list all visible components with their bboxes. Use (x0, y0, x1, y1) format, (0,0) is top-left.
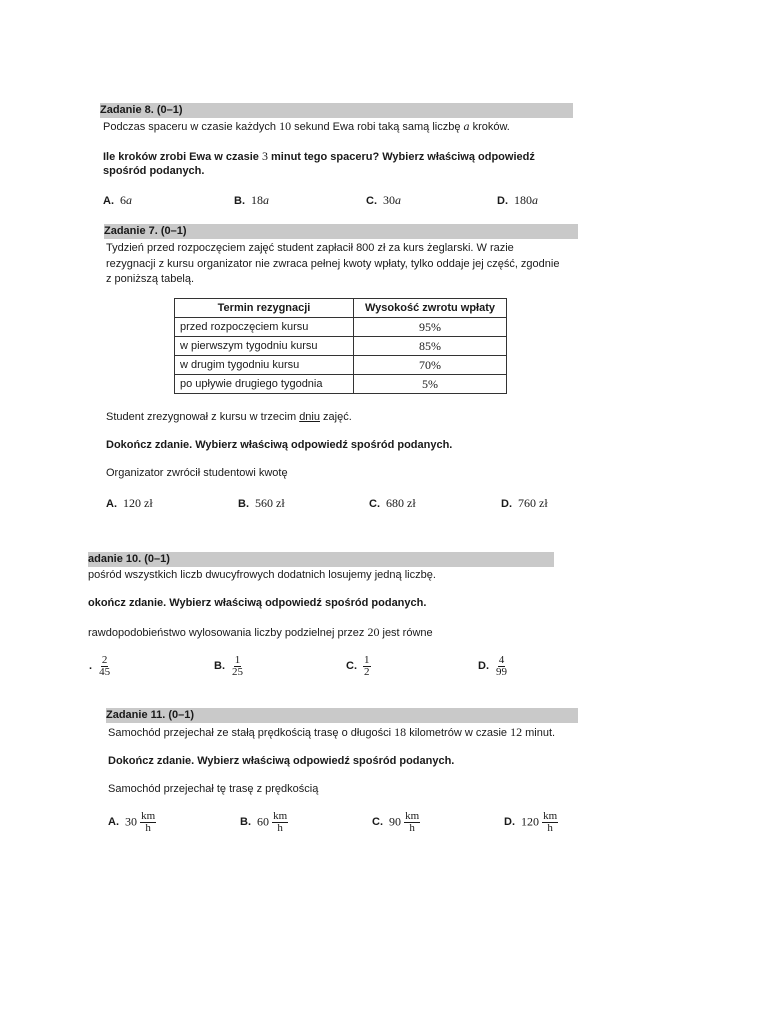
unit-denominator: h (547, 822, 553, 834)
fraction-numerator: 1 (234, 654, 241, 666)
task8-intro-pre: Podczas spaceru w czasie każdych (103, 121, 280, 133)
answer-letter: D. (501, 498, 512, 510)
answer-fraction (495, 655, 508, 678)
answer-var: a (263, 193, 269, 207)
task8-question-post: minut tego spaceru? Wybierz właściwą odpowiedź (267, 151, 535, 163)
unit-denominator: h (409, 822, 415, 834)
fraction-numerator: 2 (101, 654, 108, 666)
table-cell-refund: 95% (354, 318, 507, 337)
answer-letter: D. (504, 816, 515, 829)
answer-letter: A. (106, 498, 117, 510)
answer-coef: 30 (383, 193, 395, 207)
task8-question (103, 149, 535, 165)
table-cell-refund: 70% (354, 356, 507, 375)
unit-numerator: km (543, 810, 558, 822)
task7-statement (106, 410, 352, 425)
answer-letter: C. (346, 660, 357, 673)
task10-answer-a[interactable] (89, 655, 111, 678)
task8-header (100, 103, 573, 118)
task8-answer-d[interactable] (497, 192, 538, 209)
table-header-row (175, 299, 507, 318)
task7-answer-c[interactable] (369, 495, 416, 512)
answer-unit-fraction (542, 811, 558, 834)
task11-intro (108, 725, 555, 741)
task11-instruction: Dokończ zdanie. Wybierz właściwą odpowiedź spośród podanych. (108, 755, 455, 767)
answer-letter: B. (240, 816, 251, 829)
fraction-numerator: 4 (498, 654, 505, 666)
task8-question-pre: Ile kroków zrobi Ewa w czasie (103, 151, 262, 163)
table-row (175, 318, 507, 337)
task8-question-line2: spośród podanych. (103, 165, 205, 177)
table-header-term: Termin rezygnacji (175, 299, 354, 318)
fraction-denominator: 99 (496, 666, 507, 678)
fraction-numerator: 1 (364, 654, 370, 666)
answer-value: 30 (125, 814, 137, 829)
answer-coef: 6 (120, 193, 126, 207)
task11-answer-a[interactable] (108, 811, 156, 834)
answer-fraction (231, 655, 244, 678)
answer-var: a (532, 193, 538, 207)
task7-header (104, 224, 578, 239)
table-cell-term: w pierwszym tygodniu kursu (175, 337, 354, 356)
task11-header-text: Zadanie 11. (0–1) (106, 709, 195, 721)
task11-answer-d[interactable] (504, 811, 558, 834)
answer-unit-fraction (140, 811, 156, 834)
task11-intro-mid: kilometrów w czasie (406, 727, 511, 739)
answer-value: 120 (521, 814, 539, 829)
unit-numerator: km (273, 810, 288, 822)
task7-intro-line3: z poniższą tabelą. (106, 273, 195, 285)
table-cell-refund: 5% (354, 375, 507, 394)
answer-letter: D. (497, 195, 508, 207)
answer-value: 90 (389, 814, 401, 829)
task11-intro-time: 12 (510, 725, 523, 739)
answer-letter: C. (366, 195, 377, 207)
task7-intro-line1: Tydzień przed rozpoczęciem zajęć student zapłacił 800 zł za kurs żeglarski. W razie (106, 242, 514, 254)
task7-instruction: Dokończ zdanie. Wybierz właściwą odpowiedź spośród podanych. (106, 439, 453, 451)
task10-intro: pośród wszystkich liczb dwucyfrowych dodatnich losujemy jedną liczbę. (88, 569, 436, 581)
table-cell-refund: 85% (354, 337, 507, 356)
task8-header-text: Zadanie 8. (0–1) (100, 104, 183, 116)
task8-intro-mid: sekund Ewa robi taką samą liczbę (291, 121, 464, 133)
task10-sentence-post: jest równe (379, 627, 433, 639)
task10-sentence-num: 20 (367, 625, 380, 639)
task7-statement-pre: Student zrezygnował z kursu w trzecim (106, 411, 300, 423)
answer-letter: B. (234, 195, 245, 207)
task7-intro-line2: rezygnacji z kursu organizator nie zwraca pełnej kwoty wpłaty, tylko oddaje jej część, zgodnie (106, 258, 560, 270)
answer-letter: A. (108, 816, 119, 829)
answer-var: a (126, 193, 132, 207)
task7-statement-post: zajęć. (319, 411, 352, 423)
task11-answer-b[interactable] (240, 811, 288, 834)
table-row (175, 375, 507, 394)
unit-numerator: km (141, 810, 156, 822)
answer-value: 760 zł (518, 496, 548, 510)
unit-denominator: h (145, 822, 151, 834)
fraction-denominator: 45 (99, 666, 111, 678)
task11-intro-post: minut. (522, 727, 556, 739)
task10-answer-d[interactable] (478, 655, 508, 678)
unit-numerator: km (405, 810, 420, 822)
answer-unit-fraction (404, 811, 420, 834)
answer-unit-fraction (272, 811, 288, 834)
table-header-refund: Wysokość zwrotu wpłaty (354, 299, 507, 318)
table-cell-term: w drugim tygodniu kursu (175, 356, 354, 375)
task11-header (106, 708, 578, 723)
answer-fraction (98, 655, 111, 678)
refund-table (174, 298, 507, 394)
task8-answer-a[interactable] (103, 192, 132, 209)
answer-letter: B. (214, 660, 225, 673)
task7-header-text: Zadanie 7. (0–1) (104, 225, 187, 237)
task7-answer-d[interactable] (501, 495, 548, 512)
task8-intro-num: 10 (279, 119, 292, 133)
answer-value: 560 zł (255, 496, 285, 510)
task8-intro (103, 119, 510, 135)
answer-letter: A. (103, 195, 114, 207)
task11-answer-c[interactable] (372, 811, 420, 834)
answer-fraction (363, 655, 371, 678)
answer-letter: B. (238, 498, 249, 510)
answer-value: 680 zł (386, 496, 416, 510)
answer-value: 60 (257, 814, 269, 829)
task10-answer-c[interactable] (346, 655, 371, 678)
task8-intro-var: a (463, 119, 470, 133)
task7-answer-a[interactable] (106, 495, 153, 512)
task8-question-num: 3 (261, 149, 268, 163)
answer-value: 120 zł (123, 496, 153, 510)
task10-sentence (88, 625, 433, 641)
task10-sentence-pre: rawdopodobieństwo wylosowania liczby podzielnej przez (88, 627, 368, 639)
task8-intro-post: kroków. (469, 121, 510, 133)
answer-coef: 180 (514, 193, 532, 207)
fraction-denominator: 2 (364, 666, 370, 678)
task8-answer-b[interactable] (234, 192, 269, 209)
task10-header (88, 552, 554, 567)
answer-letter: C. (369, 498, 380, 510)
task10-header-text: adanie 10. (0–1) (88, 553, 170, 565)
task11-intro-distance: 18 (394, 725, 407, 739)
task10-answer-b[interactable] (214, 655, 244, 678)
task7-sentence: Organizator zwrócił studentowi kwotę (106, 467, 288, 479)
answer-letter: D. (478, 660, 489, 673)
unit-denominator: h (277, 822, 283, 834)
answer-var: a (395, 193, 401, 207)
task11-intro-pre: Samochód przejechał ze stałą prędkością trasę o długości (108, 727, 395, 739)
table-row (175, 337, 507, 356)
task11-sentence: Samochód przejechał tę trasę z prędkością (108, 783, 319, 795)
task7-statement-underlined: dniu (299, 411, 320, 423)
answer-letter: C. (372, 816, 383, 829)
table-cell-term: przed rozpoczęciem kursu (175, 318, 354, 337)
task7-answer-b[interactable] (238, 495, 285, 512)
table-cell-term: po upływie drugiego tygodnia (175, 375, 354, 394)
fraction-denominator: 25 (232, 666, 243, 678)
task10-instruction: okończ zdanie. Wybierz właściwą odpowiedź spośród podanych. (88, 597, 427, 609)
answer-letter: . (89, 660, 93, 673)
answer-coef: 18 (251, 193, 263, 207)
table-row (175, 356, 507, 375)
task8-answer-c[interactable] (366, 192, 401, 209)
